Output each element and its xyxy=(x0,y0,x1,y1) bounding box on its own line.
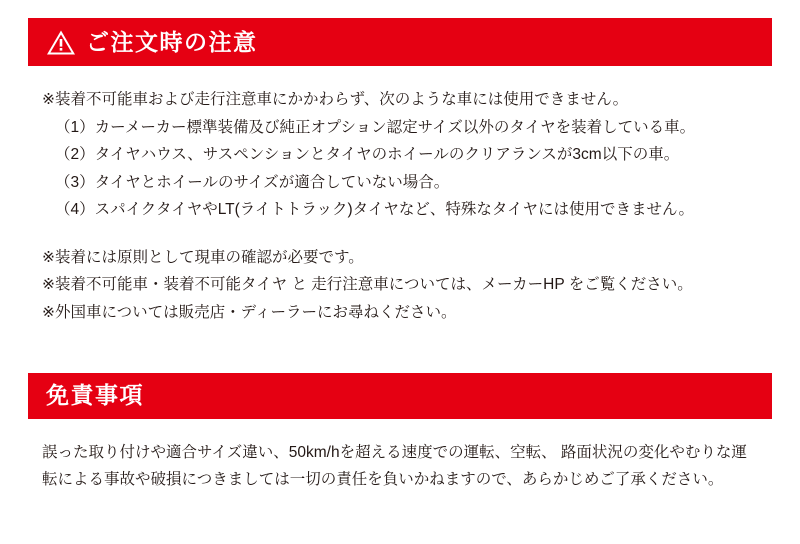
order-notes-line: ※外国車については販売店・ディーラーにお尋ねください。 xyxy=(42,304,457,322)
order-notes-title: ご注文時の注意 xyxy=(86,28,258,55)
order-notes-line: ※装着不可能車・装着不可能タイヤ と 走行注意車については、メーカーHP をご覧ください。 xyxy=(42,276,693,294)
order-notes-line: （1）カーメーカー標準装備及び純正オプション認定サイズ以外のタイヤを装着している車。 xyxy=(55,118,696,136)
disclaimer-body xyxy=(28,419,772,506)
order-notes-line: （3）タイヤとホイールのサイズが適合していない場合。 xyxy=(55,173,450,191)
order-notes-body xyxy=(28,66,772,339)
order-notes-line: （4）スパイクタイヤやLT(ライトトラック)タイヤなど、特殊なタイヤには使用できません。 xyxy=(55,201,694,219)
order-notes-line: （2）タイヤハウス、サスペンションとタイヤのホイールのクリアランスが3cm以下の車。 xyxy=(55,146,680,164)
order-notes-header xyxy=(28,18,772,66)
disclaimer-header xyxy=(28,373,772,419)
order-notes-line: ※装着不可能車および走行注意車にかかわらず、次のような車には使用できません。 xyxy=(42,91,629,108)
disclaimer-title: 免責事項 xyxy=(46,382,144,409)
paragraph-spacer xyxy=(42,224,758,244)
section-order-notes xyxy=(28,18,772,339)
warning-triangle-icon xyxy=(46,29,76,56)
section-disclaimer xyxy=(28,373,772,506)
order-notes-line: ※装着には原則として現車の確認が必要です。 xyxy=(42,248,364,266)
disclaimer-text: 誤った取り付けや適合サイズ違い、50km/hを超える速度での運転、空転、 路面状況の変化やむりな運転による事故や破損につきましては一切の責任を負いかねますので、あらかじめご了承ください。 xyxy=(42,443,747,489)
